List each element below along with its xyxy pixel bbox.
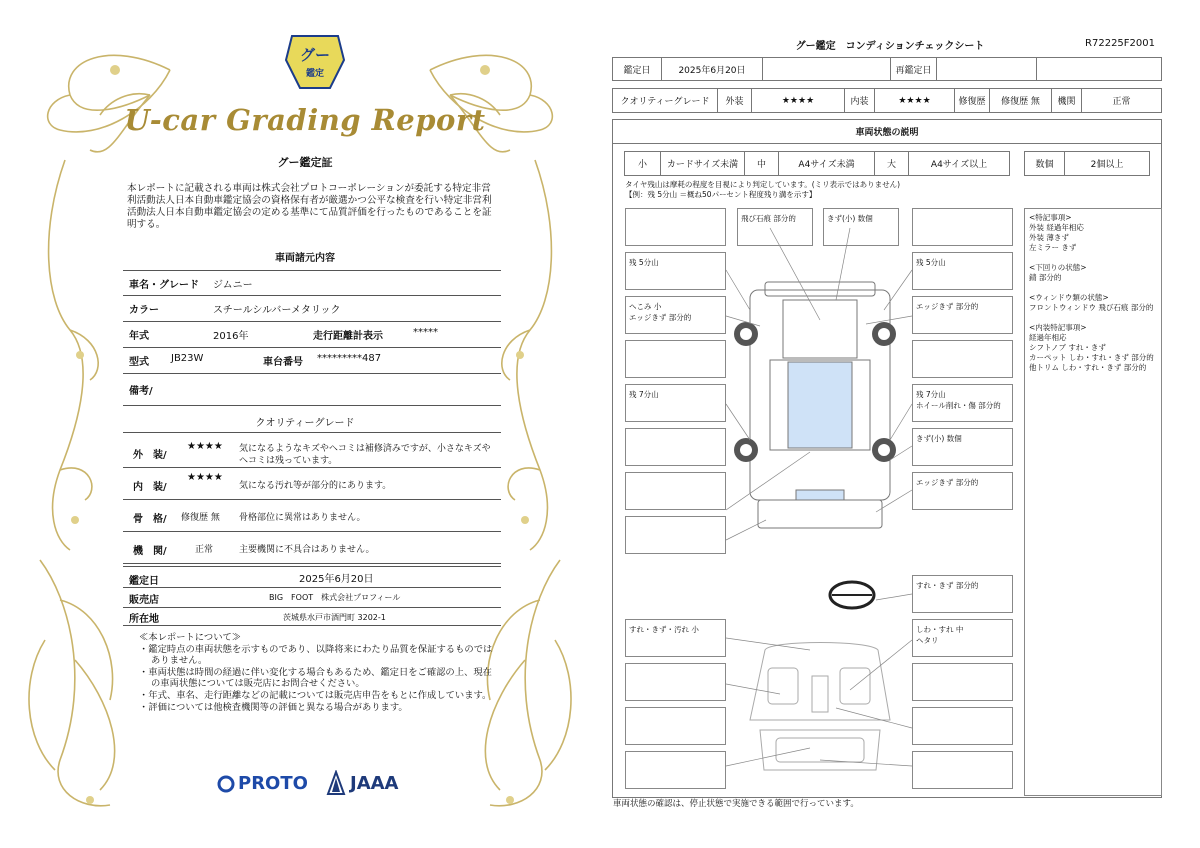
model-value: JB23W bbox=[171, 353, 204, 364]
redate-empty bbox=[1037, 58, 1161, 80]
int-stars: ★★★★ bbox=[875, 89, 955, 112]
side-note-line: 錆 部分的 bbox=[1029, 273, 1062, 282]
notes-title: ≪本レポートについて≫ bbox=[139, 632, 242, 643]
grade-label: クオリティーグレード bbox=[613, 89, 718, 112]
spec-row-model bbox=[123, 348, 501, 374]
frame-label: 骨 格/ bbox=[133, 514, 167, 525]
side-note-heading: <下回りの状態> bbox=[1029, 263, 1087, 272]
annotation-box-right bbox=[912, 663, 1013, 701]
note-item: ・評価については他検査機関等の評価と異なる場合があります。 bbox=[139, 701, 408, 713]
note-item: ・鑑定時点の車両状態を示すものであり、以降将来にわたり品質を保証するものではありません。 bbox=[139, 643, 493, 667]
shop-value: BIG FOOT 株式会社プロフィール bbox=[269, 593, 401, 602]
tire-note-line-2: 【例：残 5分山 ＝概ね50パーセント程度残り溝を示す】 bbox=[625, 190, 817, 199]
spec-row-color bbox=[123, 296, 501, 322]
annotation-box-right: エッジきず 部分的 bbox=[912, 296, 1013, 334]
name-label: 車名・グレード bbox=[129, 280, 199, 291]
frame-value: 修復歴 無 bbox=[181, 513, 220, 523]
exterior-label: 外 装/ bbox=[133, 450, 167, 461]
annotation-box-left bbox=[625, 340, 726, 378]
annotation-box-left: 残 7分山 bbox=[625, 384, 726, 422]
mileage-label: 走行距離計表示 bbox=[313, 331, 383, 342]
sheet-title: グー鑑定 コンディションチェックシート bbox=[795, 41, 985, 52]
note-item: ・年式、車名、走行距離などの記載については販売店申告をもとに作成しています。 bbox=[139, 689, 492, 701]
annotation-box-right: しわ・すれ 中 ヘタリ bbox=[912, 619, 1013, 657]
sheet-footer: 車両状態の確認は、停止状態で実施できる範囲で行っています。 bbox=[613, 799, 859, 809]
description-header bbox=[612, 119, 1162, 144]
annotation-box-right bbox=[912, 208, 1013, 246]
side-note-line: カーペット しわ・すれ・きず 部分的 bbox=[1029, 353, 1154, 362]
date-label: 鑑定日 bbox=[129, 576, 159, 587]
annotation-box-right: すれ・きず 部分的 bbox=[912, 575, 1013, 613]
repair-value: 修復歴 無 bbox=[990, 89, 1052, 112]
proto-logo: PROTO bbox=[238, 773, 308, 794]
engine-label: 機 関/ bbox=[133, 546, 167, 557]
badge-title: グー bbox=[299, 46, 330, 64]
spec-row-year bbox=[123, 322, 501, 348]
spec-section-title: 車両諸元内容 bbox=[275, 253, 335, 264]
proto-logo-icon bbox=[216, 774, 236, 794]
chassis-value: *********487 bbox=[317, 353, 382, 364]
annotation-box-left bbox=[625, 751, 726, 789]
redate-value bbox=[937, 58, 1037, 80]
chassis-label: 車台番号 bbox=[263, 357, 303, 368]
report-notes bbox=[139, 632, 499, 713]
side-note-line: 他トリム しわ・すれ・きず 部分的 bbox=[1029, 363, 1147, 372]
color-value: スチールシルバーメタリック bbox=[213, 305, 341, 316]
annotation-box-left: すれ・きず・汚れ 小 bbox=[625, 619, 726, 657]
size-large-desc: A4サイズ以上 bbox=[930, 160, 988, 170]
date-value: 2025年6月20日 bbox=[662, 58, 763, 80]
engine-label: 機関 bbox=[1052, 89, 1082, 112]
side-note-line: シフトノブ すれ・きず bbox=[1029, 343, 1106, 352]
annotation-box-right bbox=[912, 340, 1013, 378]
size-small-desc: カードサイズ未満 bbox=[661, 152, 745, 175]
year-label: 年式 bbox=[129, 331, 149, 342]
interior-stars: ★★★★ bbox=[187, 472, 223, 483]
annotation-box-top: きず(小) 数個 bbox=[823, 208, 899, 246]
tire-note-line-1: タイヤ残山は摩耗の程度を目視により判定しています。(ミリ表示ではありません) bbox=[625, 180, 901, 189]
info-row-date bbox=[123, 566, 501, 588]
interior-comment: 気になる汚れ等が部分的にあります。 bbox=[239, 481, 392, 491]
annotation-box-left bbox=[625, 472, 726, 510]
annotation-box-left bbox=[625, 208, 726, 246]
annotation-box-right: きず(小) 数個 bbox=[912, 428, 1013, 466]
date-empty bbox=[763, 58, 891, 80]
annotation-box-left bbox=[625, 707, 726, 745]
quality-row-engine bbox=[123, 532, 501, 564]
annotation-box-right bbox=[912, 751, 1013, 789]
size-legend bbox=[624, 151, 1010, 176]
grade-row bbox=[612, 88, 1162, 113]
model-label: 型式 bbox=[129, 357, 149, 368]
side-note-heading: <ウィンドウ類の状態> bbox=[1029, 293, 1109, 302]
address-label: 所在地 bbox=[129, 614, 159, 625]
spec-row-remarks bbox=[123, 374, 501, 406]
annotation-box-right: 残 5分山 bbox=[912, 252, 1013, 290]
color-label: カラー bbox=[129, 305, 159, 316]
tire-note bbox=[625, 180, 900, 200]
engine-value: 正常 bbox=[195, 545, 214, 555]
redate-label: 再鑑定日 bbox=[891, 58, 937, 80]
side-note-heading: <内装特記事項> bbox=[1029, 323, 1087, 332]
repair-label: 修復歴 bbox=[955, 89, 990, 112]
badge-subtitle: 鑑定 bbox=[305, 69, 324, 79]
engine-comment: 主要機関に不具合はありません。 bbox=[239, 545, 375, 555]
address-value: 茨城県水戸市酒門町 3202-1 bbox=[283, 613, 386, 622]
special-notes-box bbox=[1024, 208, 1162, 796]
size-mid-desc: A4サイズ未満 bbox=[779, 152, 875, 175]
note-item: ・車両状態は時間の経過に伴い変化する場合もあるため、鑑定日をご確認の上、現在の車両状態については販売店にお問合せください。 bbox=[139, 666, 492, 690]
mileage-value: ***** bbox=[413, 327, 438, 338]
date-label: 鑑定日 bbox=[613, 58, 662, 80]
spec-row-name bbox=[123, 270, 501, 296]
side-note-line: 左ミラー きず bbox=[1029, 243, 1077, 252]
year-value: 2016年 bbox=[213, 331, 249, 342]
description-title: 車両状態の説明 bbox=[855, 128, 919, 138]
annotation-box-right: 残 7分山 ホイール削れ・傷 部分的 bbox=[912, 384, 1013, 422]
engine-value: 正常 bbox=[1112, 97, 1131, 107]
side-note-line: 外装 薄きず bbox=[1029, 233, 1069, 242]
count-legend bbox=[1024, 151, 1150, 176]
count-desc: 2個以上 bbox=[1090, 160, 1124, 170]
quality-row-exterior bbox=[123, 432, 501, 468]
condition-check-sheet bbox=[600, 0, 1200, 848]
shop-label: 販売店 bbox=[129, 595, 159, 606]
script-title: U-car Grading Report bbox=[124, 103, 486, 137]
size-mid: 中 bbox=[745, 152, 779, 175]
ext-label: 外装 bbox=[718, 89, 752, 112]
jaaa-logo: JAAA bbox=[350, 773, 399, 794]
count-label: 数個 bbox=[1025, 152, 1065, 175]
exterior-comment-2: ヘコミは残っています。 bbox=[239, 456, 338, 466]
certificate-body: 本レポートに記載される車両は株式会社プロトコーポレーションが委託する特定非営利活動法人日本自動車鑑定協会の資格保有者が厳選かつ公平な検査を行い特定非営利活動法人日本自動車鑑定協会の定める基準にて品質評価を行ったものであることを証明する。 bbox=[127, 183, 492, 230]
int-label: 内装 bbox=[845, 89, 875, 112]
side-note-line: 外装 経過年相応 bbox=[1029, 223, 1084, 232]
annotation-box-top: 飛び石痕 部分的 bbox=[737, 208, 813, 246]
name-value: ジムニー bbox=[213, 280, 253, 291]
exterior-stars: ★★★★ bbox=[187, 441, 223, 452]
annotation-box-left bbox=[625, 516, 726, 554]
annotation-box-left: 残 5分山 bbox=[625, 252, 726, 290]
interior-label: 内 装/ bbox=[133, 482, 167, 493]
annotation-box-left bbox=[625, 428, 726, 466]
size-large: 大 bbox=[875, 152, 909, 175]
size-small: 小 bbox=[625, 152, 661, 175]
frame-comment: 骨格部位に異常はありません。 bbox=[239, 513, 366, 523]
side-note-heading: <特記事項> bbox=[1029, 213, 1072, 222]
annotation-box-right bbox=[912, 707, 1013, 745]
date-value: 2025年6月20日 bbox=[299, 574, 374, 585]
annotation-box-left: へこみ 小 エッジきず 部分的 bbox=[625, 296, 726, 334]
ext-stars: ★★★★ bbox=[752, 89, 845, 112]
info-row-shop bbox=[123, 588, 501, 608]
quality-section-title: クオリティーグレード bbox=[255, 418, 355, 429]
info-row-address bbox=[123, 608, 501, 626]
sheet-number: R72225F2001 bbox=[1085, 38, 1155, 49]
annotation-box-left bbox=[625, 663, 726, 701]
remarks-label: 備考/ bbox=[129, 386, 153, 397]
quality-row-interior bbox=[123, 468, 501, 500]
exterior-comment-1: 気になるようなキズやヘコミは補修済みですが、小さなキズや bbox=[239, 444, 491, 454]
certificate-title: グー鑑定証 bbox=[277, 156, 333, 169]
jaaa-logo-icon bbox=[326, 770, 346, 796]
quality-row-frame bbox=[123, 500, 501, 532]
side-note-line: 経過年相応 bbox=[1029, 333, 1067, 342]
side-note-line: フロントウィンドウ 飛び石痕 部分的 bbox=[1029, 303, 1154, 312]
annotation-box-right: エッジきず 部分的 bbox=[912, 472, 1013, 510]
date-row bbox=[612, 57, 1162, 81]
